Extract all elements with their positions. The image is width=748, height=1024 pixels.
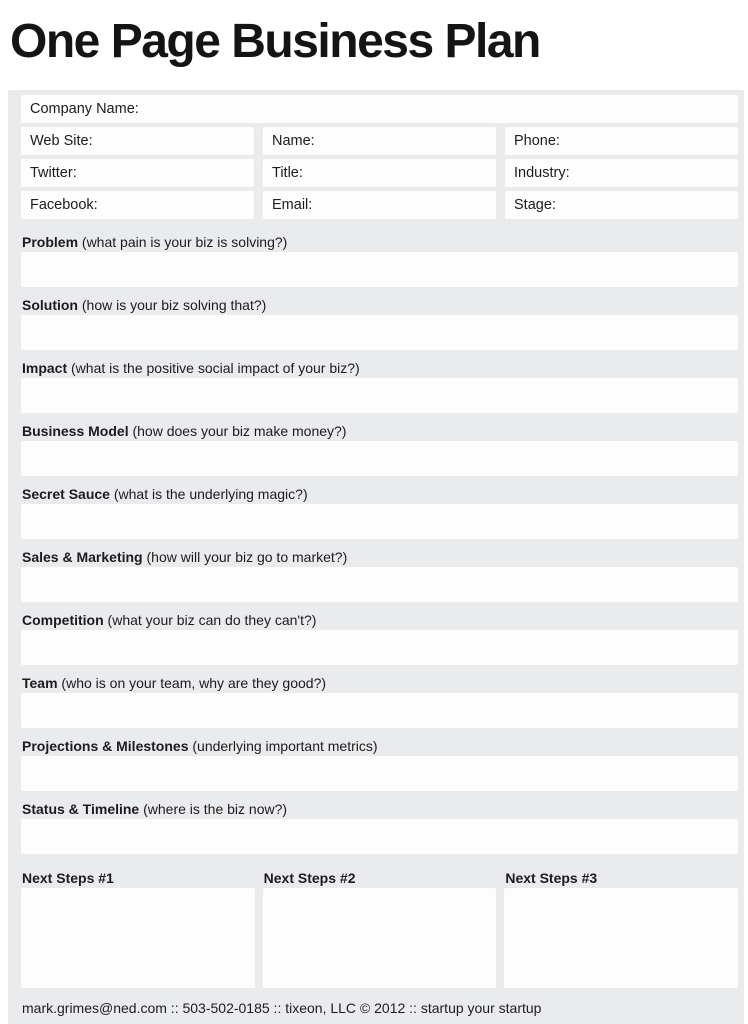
section-secret-sauce-label bbox=[21, 484, 738, 504]
title-label: Title: bbox=[272, 165, 303, 181]
projections-milestones-input[interactable] bbox=[21, 756, 738, 791]
secret-sauce-input[interactable] bbox=[21, 504, 738, 539]
section-solution-label bbox=[21, 295, 738, 315]
next-steps-2-input[interactable] bbox=[263, 888, 497, 988]
problem-input[interactable] bbox=[21, 252, 738, 287]
web-site-field[interactable] bbox=[21, 127, 254, 155]
section-solution bbox=[21, 295, 738, 350]
facebook-label: Facebook: bbox=[30, 197, 98, 213]
section-competition-title: Competition bbox=[22, 612, 104, 628]
name-field[interactable] bbox=[263, 127, 496, 155]
next-steps-2-label: Next Steps #2 bbox=[263, 870, 356, 886]
section-business-model-label bbox=[21, 421, 738, 441]
section-competition-label bbox=[21, 610, 738, 630]
next-steps-labels bbox=[21, 868, 738, 888]
section-sales-marketing-title: Sales & Marketing bbox=[22, 549, 143, 565]
section-impact bbox=[21, 358, 738, 413]
stage-label: Stage: bbox=[514, 197, 556, 213]
section-secret-sauce bbox=[21, 484, 738, 539]
page-title: One Page Business Plan bbox=[10, 15, 540, 68]
section-problem-title: Problem bbox=[22, 234, 79, 250]
section-secret-sauce-hint: (what is the underlying magic?) bbox=[109, 486, 308, 502]
sales-marketing-input[interactable] bbox=[21, 567, 738, 602]
next-steps-boxes bbox=[21, 888, 738, 988]
section-impact-title: Impact bbox=[22, 360, 68, 376]
next-steps-3-label: Next Steps #3 bbox=[505, 870, 598, 886]
section-problem-hint: (what pain is your biz is solving?) bbox=[78, 234, 288, 250]
section-solution-title: Solution bbox=[22, 297, 78, 313]
next-steps-3-input[interactable] bbox=[504, 888, 738, 988]
competition-input[interactable] bbox=[21, 630, 738, 665]
next-steps-1-input[interactable] bbox=[21, 888, 255, 988]
company-name-field[interactable] bbox=[21, 95, 738, 123]
phone-label: Phone: bbox=[514, 133, 560, 149]
contact-grid bbox=[21, 127, 738, 219]
section-projections-milestones-label bbox=[21, 736, 738, 756]
section-team bbox=[21, 673, 738, 728]
facebook-field[interactable] bbox=[21, 191, 254, 219]
section-business-model-title: Business Model bbox=[22, 423, 129, 439]
email-field[interactable] bbox=[263, 191, 496, 219]
section-impact-hint: (what is the positive social impact of your biz?) bbox=[67, 360, 360, 376]
section-competition bbox=[21, 610, 738, 665]
name-label: Name: bbox=[272, 133, 315, 149]
section-team-title: Team bbox=[22, 675, 58, 691]
twitter-label: Twitter: bbox=[30, 165, 77, 181]
status-timeline-input[interactable] bbox=[21, 819, 738, 854]
footer-credit: mark.grimes@ned.com :: 503-502-0185 :: tixeon, LLC © 2012 :: startup your startup bbox=[22, 1000, 542, 1016]
next-steps-section bbox=[21, 868, 738, 988]
next-steps-1-label: Next Steps #1 bbox=[22, 870, 114, 886]
section-sales-marketing-hint: (how will your biz go to market?) bbox=[142, 549, 348, 565]
section-team-hint: (who is on your team, why are they good?) bbox=[57, 675, 327, 691]
solution-input[interactable] bbox=[21, 315, 738, 350]
section-status-timeline-label bbox=[21, 799, 738, 819]
section-team-label bbox=[21, 673, 738, 693]
section-projections-milestones-title: Projections & Milestones bbox=[22, 738, 189, 754]
business-model-input[interactable] bbox=[21, 441, 738, 476]
section-status-timeline-hint: (where is the biz now?) bbox=[139, 801, 288, 817]
title-field[interactable] bbox=[263, 159, 496, 187]
company-name-label: Company Name: bbox=[30, 101, 139, 117]
section-projections-milestones bbox=[21, 736, 738, 791]
section-impact-label bbox=[21, 358, 738, 378]
industry-field[interactable] bbox=[505, 159, 738, 187]
email-label: Email: bbox=[272, 197, 313, 213]
section-sales-marketing bbox=[21, 547, 738, 602]
form-sheet bbox=[8, 90, 744, 1024]
section-sales-marketing-label bbox=[21, 547, 738, 567]
section-projections-milestones-hint: (underlying important metrics) bbox=[188, 738, 378, 754]
section-secret-sauce-title: Secret Sauce bbox=[22, 486, 110, 502]
team-input[interactable] bbox=[21, 693, 738, 728]
stage-field[interactable] bbox=[505, 191, 738, 219]
section-solution-hint: (how is your biz solving that?) bbox=[78, 297, 267, 313]
masthead bbox=[0, 0, 748, 90]
impact-input[interactable] bbox=[21, 378, 738, 413]
section-business-model-hint: (how does your biz make money?) bbox=[128, 423, 347, 439]
section-status-timeline bbox=[21, 799, 738, 854]
phone-field[interactable] bbox=[505, 127, 738, 155]
web-site-label: Web Site: bbox=[30, 133, 93, 149]
section-problem bbox=[21, 232, 738, 287]
section-business-model bbox=[21, 421, 738, 476]
section-status-timeline-title: Status & Timeline bbox=[22, 801, 140, 817]
section-problem-label bbox=[21, 232, 738, 252]
industry-label: Industry: bbox=[514, 165, 570, 181]
twitter-field[interactable] bbox=[21, 159, 254, 187]
section-competition-hint: (what your biz can do they can't?) bbox=[103, 612, 317, 628]
